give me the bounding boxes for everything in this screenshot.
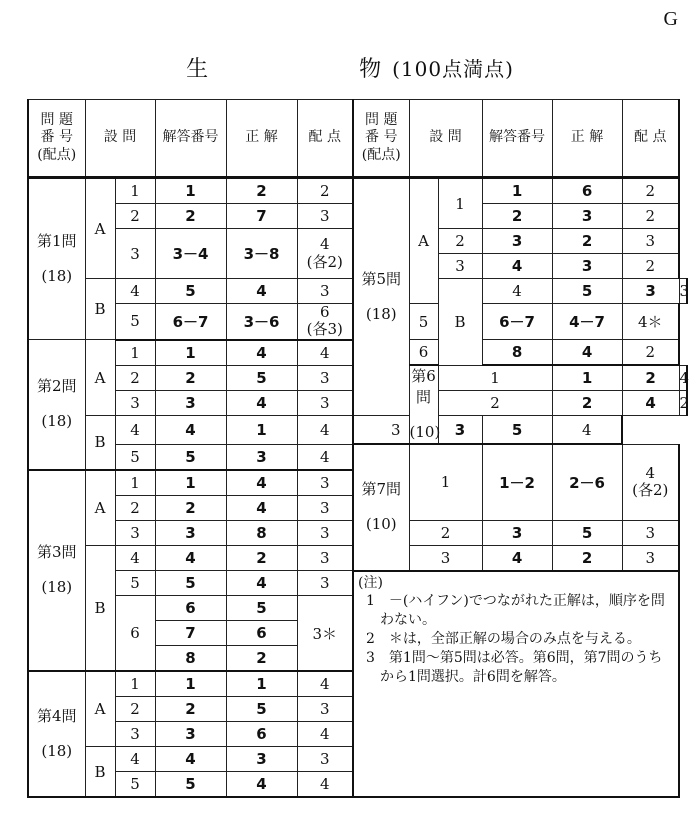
answer-number: 3: [155, 391, 226, 416]
header-question-number: 問 題 番 号 (配点): [28, 100, 85, 178]
points: 4: [679, 365, 687, 391]
points: 4: [297, 416, 353, 445]
correct-answer: 3: [226, 444, 297, 470]
points: 2: [622, 204, 679, 229]
table-row: [28, 416, 687, 445]
setsumon-number: 3: [115, 722, 155, 747]
points: 2: [622, 178, 679, 204]
answer-number: 1: [155, 178, 226, 204]
setsumon-number: 5: [115, 571, 155, 596]
note-item: 2 ＊は，全部正解の場合のみ点を与える。: [366, 631, 641, 648]
setsumon-number: 5: [409, 304, 438, 340]
answer-number: 4: [482, 254, 552, 279]
answer-number: 8: [482, 340, 552, 366]
points: 2: [622, 340, 679, 366]
header-haiten-right: 配 点: [622, 100, 679, 178]
setsumon-number: 2: [115, 495, 155, 520]
answer-number: 6－7: [482, 304, 552, 340]
correct-answer: 3－8: [226, 229, 297, 279]
setsumon-number: 6: [115, 596, 155, 672]
correct-answer: 5: [226, 697, 297, 722]
q1-section-a: A: [85, 178, 115, 279]
answer-number: 5: [155, 444, 226, 470]
header-kaito-bango-right: 解答番号: [482, 100, 552, 178]
table-row: [28, 444, 687, 470]
correct-answer: 4: [226, 470, 297, 496]
setsumon-number: 2: [115, 697, 155, 722]
correct-answer: 3: [552, 204, 622, 229]
answer-number: 1: [552, 365, 622, 391]
q5-section-a: A: [409, 178, 438, 304]
points: 3: [297, 365, 353, 391]
setsumon-number: 6: [409, 340, 438, 366]
setsumon-number: 3: [115, 229, 155, 279]
setsumon-number: 3: [438, 254, 482, 279]
header-setsumon-right: 設 問: [409, 100, 482, 178]
setsumon-number: 3: [115, 520, 155, 545]
correct-answer: 2: [622, 365, 679, 391]
setsumon-number: 1: [115, 340, 155, 366]
correct-answer: 5: [226, 596, 297, 621]
answer-number: 1: [155, 671, 226, 697]
setsumon-number: 4: [115, 747, 155, 772]
points: 4: [297, 722, 353, 747]
points: 4: [297, 671, 353, 697]
answer-number: 1: [482, 178, 552, 204]
table-row: [28, 178, 687, 204]
points: 3: [679, 279, 687, 304]
q4-section-a: A: [85, 671, 115, 747]
answer-number: 5: [155, 571, 226, 596]
correct-answer: 4: [552, 340, 622, 366]
q4-label: 第4問 (18): [28, 671, 85, 797]
points: 4 (各2): [622, 444, 679, 520]
answer-number: 4: [155, 545, 226, 571]
answer-number: 2: [155, 495, 226, 520]
page-corner-mark: G: [663, 8, 678, 30]
answer-table: [27, 99, 688, 798]
correct-answer: 2: [226, 545, 297, 571]
answer-number: 5: [155, 772, 226, 798]
points: 2: [679, 391, 687, 416]
correct-answer: 2: [552, 545, 622, 571]
correct-answer: 4: [226, 279, 297, 304]
setsumon-number: 2: [438, 229, 482, 254]
header-row: [28, 100, 687, 178]
correct-answer: 2: [552, 229, 622, 254]
q3-label: 第3問 (18): [28, 470, 85, 672]
setsumon-number: 1: [409, 444, 482, 520]
page-title: [0, 52, 700, 83]
points: 4＊: [622, 304, 679, 340]
setsumon-number: 4: [115, 545, 155, 571]
answer-number: 2: [155, 697, 226, 722]
header-question-number-right: 問 題 番 号 (配点): [353, 100, 409, 178]
correct-answer: 8: [226, 520, 297, 545]
answer-number: 5: [552, 279, 622, 304]
points: 4 (各2): [297, 229, 353, 279]
answer-number: 4: [155, 416, 226, 445]
header-seikai-right: 正 解: [552, 100, 622, 178]
setsumon-number: 5: [115, 444, 155, 470]
points: 3: [297, 520, 353, 545]
points: 6 (各3): [297, 304, 353, 340]
answer-number: 3: [482, 520, 552, 545]
setsumon-number: 4: [115, 416, 155, 445]
q5-label: 第5問 (18): [353, 178, 409, 416]
answer-number: 2: [552, 391, 622, 416]
q5-section-b: B: [438, 279, 482, 366]
answer-number: 1: [155, 340, 226, 366]
correct-answer: 3: [552, 254, 622, 279]
setsumon-number: 1: [115, 178, 155, 204]
correct-answer: 2－6: [552, 444, 622, 520]
q2-section-a: A: [85, 340, 115, 416]
correct-answer: 2: [226, 646, 297, 672]
points: 2: [297, 178, 353, 204]
answer-number: 3－4: [155, 229, 226, 279]
q6-label: 第6問 (10): [409, 365, 438, 444]
answer-number: 4: [155, 747, 226, 772]
setsumon-number: 4: [115, 279, 155, 304]
answer-number: 2: [482, 204, 552, 229]
header-seikai: 正 解: [226, 100, 297, 178]
points: 3: [622, 545, 679, 571]
header-setsumon: 設 問: [85, 100, 155, 178]
note-item: 3 第1問～第5問は必答。第6問，第7問のうちから1問選択。計6問を解答。: [366, 650, 663, 685]
points: 3: [622, 229, 679, 254]
correct-answer: 5: [552, 520, 622, 545]
points: 3: [297, 697, 353, 722]
q1-label: 第1問 (18): [28, 178, 85, 340]
points: 3: [297, 204, 353, 229]
correct-answer: 6: [226, 722, 297, 747]
setsumon-number: 1: [438, 365, 552, 391]
q1-section-b: B: [85, 279, 115, 340]
points: 4: [297, 444, 353, 470]
setsumon-number: 3: [409, 545, 482, 571]
title-subject-2: 物: [359, 57, 383, 82]
header-haiten: 配 点: [297, 100, 353, 178]
q4-section-b: B: [85, 747, 115, 798]
correct-answer: 4: [226, 495, 297, 520]
answer-number: 2: [155, 365, 226, 391]
points: 3: [297, 545, 353, 571]
notes-box: [353, 571, 679, 798]
points: 3: [622, 520, 679, 545]
correct-answer: 5: [482, 416, 552, 445]
setsumon-number: 1: [115, 671, 155, 697]
answer-number: 3: [155, 520, 226, 545]
points: 3: [297, 747, 353, 772]
correct-answer: 5: [226, 365, 297, 391]
points: 4: [297, 772, 353, 798]
correct-answer: 4: [226, 391, 297, 416]
correct-answer: 1: [226, 671, 297, 697]
correct-answer: 2: [226, 178, 297, 204]
title-subject-1: 生: [186, 57, 210, 82]
points: 3: [297, 391, 353, 416]
points: 3: [297, 495, 353, 520]
setsumon-number: 2: [438, 391, 552, 416]
answer-number: 7: [155, 621, 226, 646]
setsumon-number: 1: [115, 470, 155, 496]
points: 3＊: [297, 596, 353, 672]
points: 2: [622, 254, 679, 279]
points: 4: [552, 416, 622, 445]
table-row: [28, 571, 687, 596]
q3-section-a: A: [85, 470, 115, 546]
points: 4: [297, 340, 353, 366]
correct-answer: 6: [552, 178, 622, 204]
answer-number: 3: [155, 722, 226, 747]
setsumon-number: 1: [438, 178, 482, 229]
answer-number: 4: [482, 545, 552, 571]
correct-answer: 4: [226, 571, 297, 596]
title-points: (100点満点): [392, 57, 514, 81]
answer-number: 1: [155, 470, 226, 496]
answer-number: 3: [438, 416, 482, 445]
q3-section-b: B: [85, 545, 115, 671]
answer-number: 8: [155, 646, 226, 672]
points: 3: [297, 571, 353, 596]
answer-number: 5: [155, 279, 226, 304]
points: 3: [297, 470, 353, 496]
setsumon-number: 3: [115, 391, 155, 416]
correct-answer: 4: [226, 772, 297, 798]
correct-answer: 4－7: [552, 304, 622, 340]
correct-answer: 3: [226, 747, 297, 772]
correct-answer: 7: [226, 204, 297, 229]
correct-answer: 3: [622, 279, 679, 304]
setsumon-number: 5: [115, 304, 155, 340]
points: 3: [297, 279, 353, 304]
answer-number: 6－7: [155, 304, 226, 340]
answer-number: 3: [482, 229, 552, 254]
q2-label: 第2問 (18): [28, 340, 85, 470]
setsumon-number: 3: [353, 416, 438, 445]
answer-number: 2: [155, 204, 226, 229]
header-kaito-bango: 解答番号: [155, 100, 226, 178]
setsumon-number: 2: [115, 204, 155, 229]
correct-answer: 6: [226, 621, 297, 646]
setsumon-number: 2: [409, 520, 482, 545]
setsumon-number: 2: [115, 365, 155, 391]
correct-answer: 4: [622, 391, 679, 416]
setsumon-number: 4: [482, 279, 552, 304]
q7-label: 第7問 (10): [353, 444, 409, 571]
correct-answer: 4: [226, 340, 297, 366]
answer-number: 6: [155, 596, 226, 621]
setsumon-number: 5: [115, 772, 155, 798]
q2-section-b: B: [85, 416, 115, 470]
notes-heading: (注): [358, 574, 383, 591]
correct-answer: 1: [226, 416, 297, 445]
answer-number: 1－2: [482, 444, 552, 520]
note-item: 1 －(ハイフン)でつながれた正解は，順序を問わない。: [366, 593, 665, 629]
correct-answer: 3－6: [226, 304, 297, 340]
